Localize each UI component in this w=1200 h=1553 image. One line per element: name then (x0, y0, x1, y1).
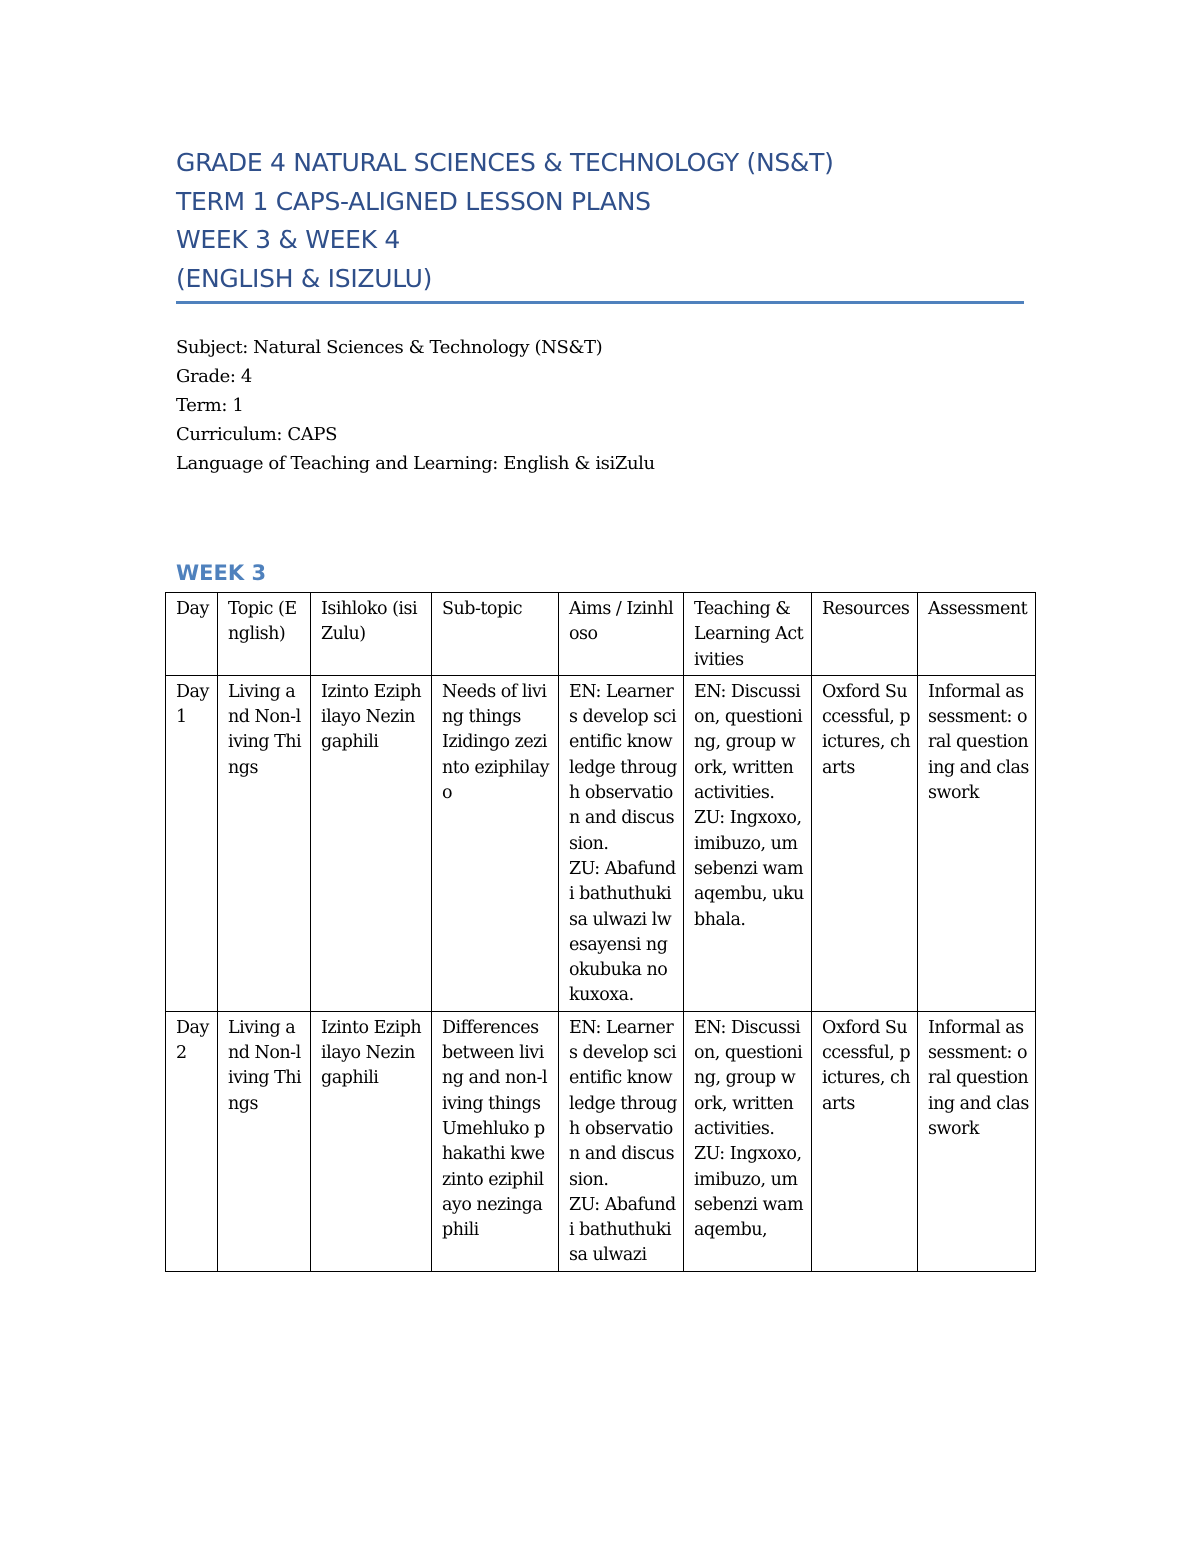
aims-isizulu: ZU: Abafundi bathuthukisa ulwazi (569, 1194, 676, 1266)
meta-grade: Grade: 4 (176, 366, 252, 387)
subtopic-english: Needs of living things (442, 681, 547, 728)
cell-aims (559, 1011, 684, 1271)
subtopic-isizulu: Izidingo zezinto eziphilayo (442, 732, 550, 804)
cell-activities (684, 675, 812, 1011)
cell-activities (684, 1011, 812, 1271)
title-line: TERM 1 CAPS-ALIGNED LESSON PLANS (176, 186, 651, 216)
cell-day: Day 1 (166, 675, 218, 1011)
activities-english: EN: Discussion, questioning, group work, written activities. (694, 681, 803, 804)
cell-resources: Oxford Successful, pictures, charts (812, 1011, 918, 1271)
aims-english: EN: Learners develop scientific knowledge through observation and discussion. (569, 1017, 677, 1190)
header-topic-english: Topic (English) (218, 593, 311, 676)
cell-assessment: Informal assessment: oral questioning and classwork (918, 1011, 1036, 1271)
subtopic-isizulu: Umehluko phakathi kwezinto eziphilayo nezingaphili (442, 1118, 545, 1241)
header-activities: Teaching & Learning Activities (684, 593, 812, 676)
subtopic-english: Differences between living and non-living things (442, 1017, 548, 1114)
table-row (166, 675, 1036, 1011)
cell-topic-english: Living and Non-living Things (218, 675, 311, 1011)
cell-subtopic (432, 1011, 559, 1271)
header-resources: Resources (812, 593, 918, 676)
cell-topic-isizulu: Izinto Eziphilayo Nezingaphili (311, 1011, 432, 1271)
header-assessment: Assessment (918, 593, 1036, 676)
cell-day: Day 2 (166, 1011, 218, 1271)
header-day: Day (166, 593, 218, 676)
cell-topic-isizulu: Izinto Eziphilayo Nezingaphili (311, 675, 432, 1011)
cell-topic-english: Living and Non-living Things (218, 1011, 311, 1271)
aims-english: EN: Learners develop scientific knowledge through observation and discussion. (569, 681, 677, 854)
lesson-plan-table (165, 592, 1036, 1272)
title-divider (176, 301, 1024, 304)
activities-english: EN: Discussion, questioning, group work, written activities. (694, 1017, 803, 1139)
header-subtopic: Sub-topic (432, 593, 559, 676)
week-heading: WEEK 3 (176, 561, 267, 585)
cell-subtopic (432, 675, 559, 1011)
lesson-metadata (176, 333, 655, 478)
cell-aims (559, 675, 684, 1011)
header-topic-isizulu: Isihloko (isiZulu) (311, 593, 432, 676)
meta-subject: Subject: Natural Sciences & Technology (NS&T) (176, 337, 603, 358)
cell-resources: Oxford Successful, pictures, charts (812, 675, 918, 1011)
title-line: (ENGLISH & ISIZULU) (176, 263, 433, 293)
title-line: GRADE 4 NATURAL SCIENCES & TECHNOLOGY (NS&T) (176, 148, 834, 177)
meta-curriculum: Curriculum: CAPS (176, 424, 338, 445)
table-header-row (166, 593, 1036, 676)
meta-term: Term: 1 (176, 395, 244, 416)
title-line: WEEK 3 & WEEK 4 (176, 225, 401, 254)
header-aims: Aims / Izinhloso (559, 593, 684, 676)
activities-isizulu: ZU: Ingxoxo, imibuzo, umsebenzi wamaqembu, (694, 1144, 804, 1241)
cell-assessment: Informal assessment: oral questioning and classwork (918, 675, 1036, 1011)
aims-isizulu: ZU: Abafundi bathuthukisa ulwazi lwesayensi ngokubuka nokuxoxa. (569, 858, 676, 1006)
table-row (166, 1011, 1036, 1271)
meta-language: Language of Teaching and Learning: English & isiZulu (176, 453, 655, 474)
document-title (176, 144, 1024, 298)
activities-isizulu: ZU: Ingxoxo, imibuzo, umsebenzi wamaqembu, ukubhala. (694, 808, 804, 930)
